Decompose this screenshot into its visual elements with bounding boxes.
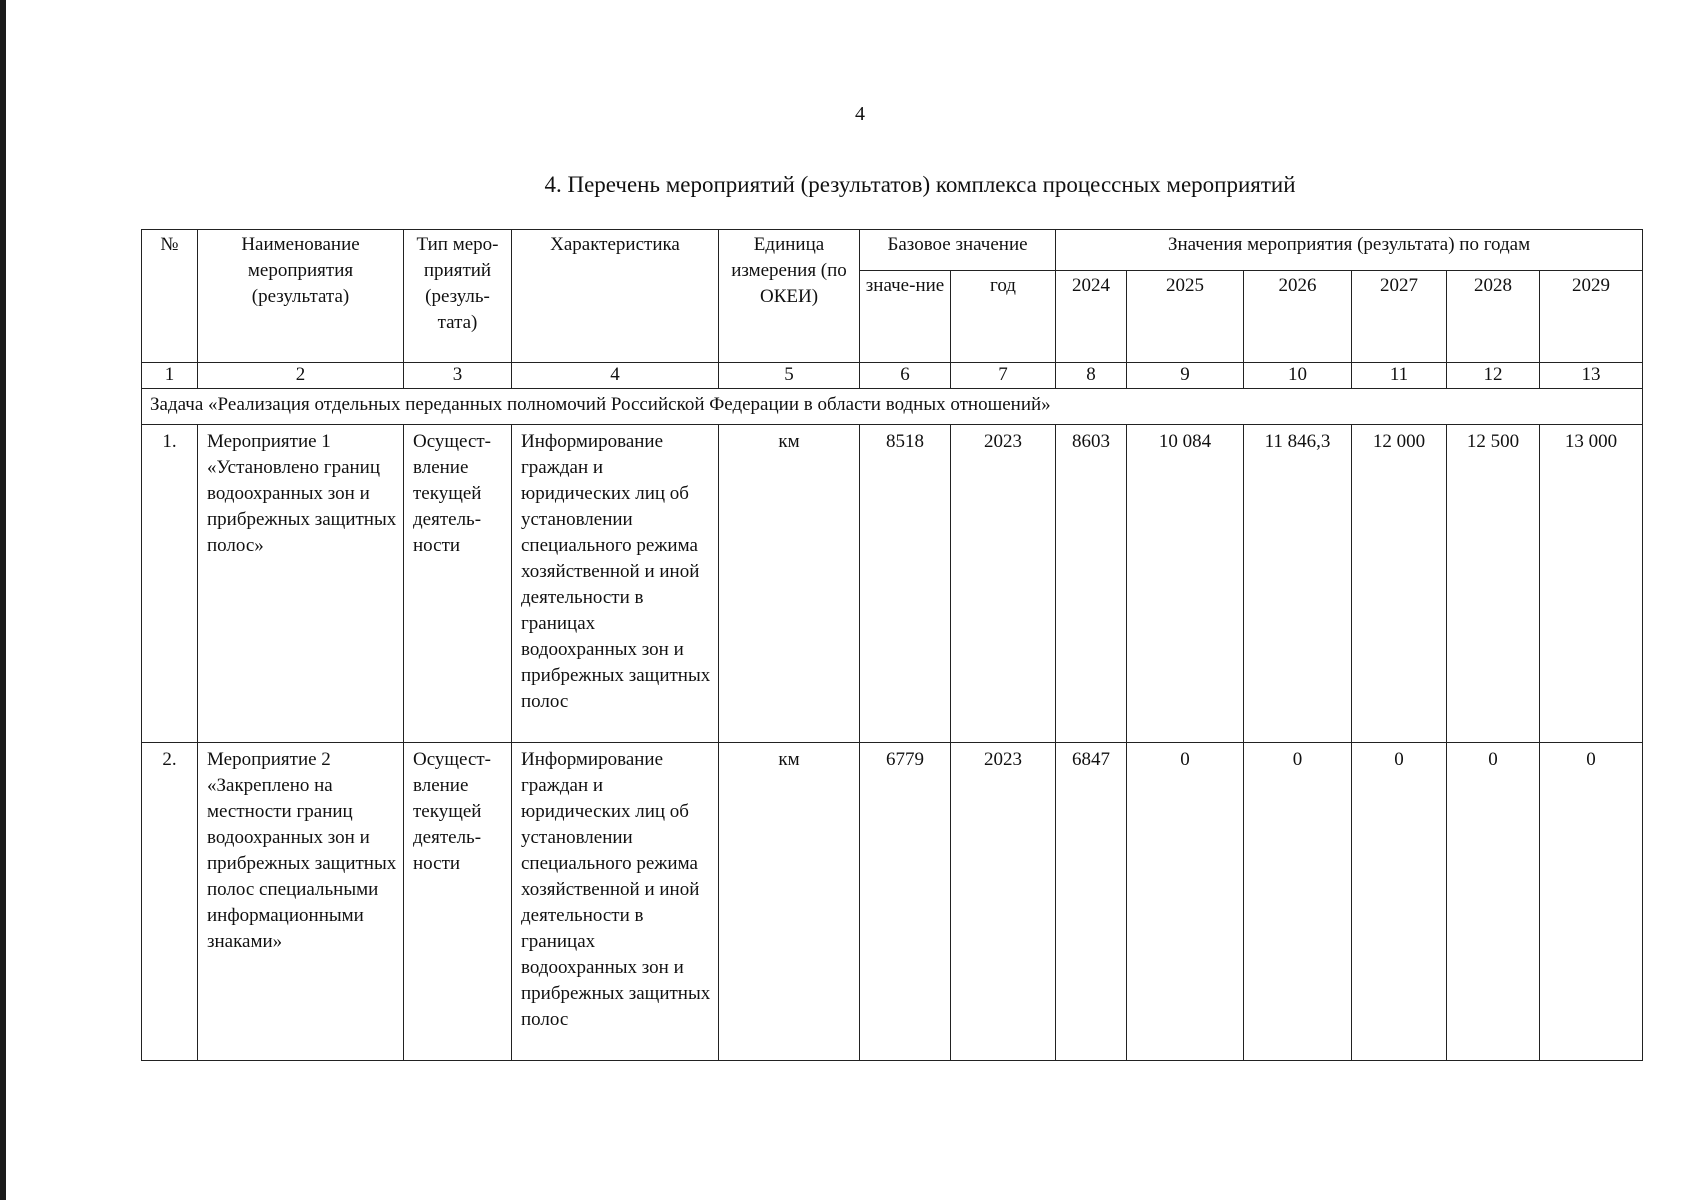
header-base-year: год: [951, 271, 1056, 363]
header-year: 2028: [1447, 271, 1540, 363]
column-number: 11: [1352, 363, 1447, 389]
year-value: 0: [1244, 743, 1352, 1061]
column-number: 12: [1447, 363, 1540, 389]
column-number: 7: [951, 363, 1056, 389]
year-value: 8603: [1056, 425, 1127, 743]
column-number: 8: [1056, 363, 1127, 389]
year-value: 0: [1127, 743, 1244, 1061]
year-value: 12 000: [1352, 425, 1447, 743]
year-value: 0: [1540, 743, 1643, 1061]
year-value: 13 000: [1540, 425, 1643, 743]
header-name: Наименование мероприятия (результата): [198, 230, 404, 363]
column-number: 10: [1244, 363, 1352, 389]
header-year: 2024: [1056, 271, 1127, 363]
table-row: [142, 425, 1643, 743]
column-number: 4: [512, 363, 719, 389]
measure-name: Мероприятие 2 «Закреплено на местности границ водоохранных зон и прибрежных защитных полос специальными информационными знаками»: [198, 743, 404, 1061]
column-number: 6: [860, 363, 951, 389]
measure-unit: км: [719, 743, 860, 1061]
row-number: 2.: [142, 743, 198, 1061]
scan-edge: [0, 0, 6, 1200]
measure-characteristic: Информирование граждан и юридических лиц об установлении специального режима хозяйственной и иной деятельности в границах водоохранных зон и прибрежных защитных полос: [512, 425, 719, 743]
year-value: 11 846,3: [1244, 425, 1352, 743]
column-number: 3: [404, 363, 512, 389]
section-title: 4. Перечень мероприятий (результатов) комплекса процессных мероприятий: [544, 172, 1296, 197]
measures-table: [141, 229, 1643, 1061]
year-value: 6847: [1056, 743, 1127, 1061]
measure-type: Осущест-вление текущей деятель-ности: [404, 743, 512, 1061]
table-row: [142, 743, 1643, 1061]
year-value: 12 500: [1447, 425, 1540, 743]
measure-unit: км: [719, 425, 860, 743]
base-value: 6779: [860, 743, 951, 1061]
header-year: 2027: [1352, 271, 1447, 363]
column-numbers-row: [142, 363, 1643, 389]
header-year: 2026: [1244, 271, 1352, 363]
row-number: 1.: [142, 425, 198, 743]
header-base-value: значе-ние: [860, 271, 951, 363]
header-no: №: [142, 230, 198, 363]
header-row-1: [142, 230, 1643, 271]
column-number: 5: [719, 363, 860, 389]
header-type: Тип меро-приятий (резуль-тата): [404, 230, 512, 363]
base-year: 2023: [951, 425, 1056, 743]
task-row: [142, 389, 1643, 425]
measure-type: Осущест-вление текущей деятель-ности: [404, 425, 512, 743]
header-values-by-year: Значения мероприятия (результата) по годам: [1056, 230, 1643, 271]
header-base: Базовое значение: [860, 230, 1056, 271]
year-value: 0: [1352, 743, 1447, 1061]
measure-characteristic: Информирование граждан и юридических лиц об установлении специального режима хозяйственной и иной деятельности в границах водоохранных зон и прибрежных защитных полос: [512, 743, 719, 1061]
column-number: 1: [142, 363, 198, 389]
base-year: 2023: [951, 743, 1056, 1061]
year-value: 0: [1447, 743, 1540, 1061]
column-number: 9: [1127, 363, 1244, 389]
base-value: 8518: [860, 425, 951, 743]
header-year: 2029: [1540, 271, 1643, 363]
task-title: Задача «Реализация отдельных переданных полномочий Российской Федерации в области водных отношений»: [142, 389, 1643, 425]
page-number: 4: [855, 103, 865, 125]
column-number: 2: [198, 363, 404, 389]
year-value: 10 084: [1127, 425, 1244, 743]
header-year: 2025: [1127, 271, 1244, 363]
header-characteristic: Характеристика: [512, 230, 719, 363]
header-unit: Единица измерения (по ОКЕИ): [719, 230, 860, 363]
column-number: 13: [1540, 363, 1643, 389]
measure-name: Мероприятие 1 «Установлено границ водоохранных зон и прибрежных защитных полос»: [198, 425, 404, 743]
